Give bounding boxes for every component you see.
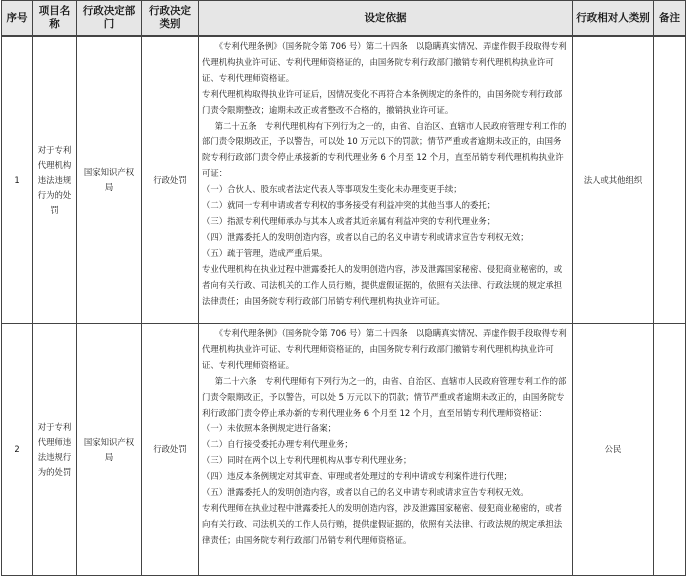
basis-paragraph: （二）就同一专利申请或者专利权的事务接受有利益冲突的其他当事人的委托； — [202, 200, 496, 211]
header-category: 行政决定类别 — [142, 1, 199, 36]
basis-paragraph: （三）指派专利代理师承办与其本人或者其近亲属有利益冲突的专利代理业务； — [202, 215, 496, 226]
table-row — [1, 36, 686, 324]
cell-remark — [654, 37, 686, 324]
basis-paragraph: 专业代理机构在执业过程中泄露委托人的发明创造内容，涉及泄露国家秘密、侵犯商业秘密的，或者向有关行政、司法机关的工作人员行贿，提供虚假证据的，依照有关法律、行政法规的规定承担法律责任；由国务院专利行政部门吊销专利代理机构执业许可证。 — [202, 263, 563, 306]
header-remark: 备注 — [654, 1, 686, 36]
cell-basis — [199, 37, 573, 324]
table-header — [1, 0, 686, 36]
basis-paragraph: （一）合伙人、股东或者法定代表人等事项发生变化未办理变更手续； — [202, 184, 462, 195]
header-item-name: 项目名称 — [33, 1, 77, 36]
cell-remark — [654, 324, 686, 576]
cell-category: 行政处罚 — [142, 37, 199, 324]
cell-item-name: 对于专利代理机构违法违规行为的处罚 — [33, 37, 77, 324]
basis-paragraph: 《专利代理条例》（国务院令第 706 号）第二十四条 以隐瞒真实情况、弄虚作假手段取得专利代理机构执业许可证、专利代理师资格证的，由国务院专利行政部门撤销专利代理机构执业许可证、专利代理师资格证。 — [202, 41, 567, 83]
basis-paragraph: （一）未依照本条例规定进行备案； — [202, 423, 336, 434]
cell-basis — [199, 324, 573, 576]
basis-paragraph: 第二十五条 专利代理机构有下列行为之一的，由省、自治区、直辖市人民政府管理专利工作的部门责令限期改正，予以警告，可以处 10 万元以下的罚款；情节严重或者逾期未改正的，由国务院专利行政部门责令停止承接新的专利代理业务 6 个月至 12 个月，直至吊销专利代理机构执业许可证： — [202, 120, 567, 179]
basis-paragraph: 专利代理机构取得执业许可证后，因情况变化不再符合本条例规定的条件的，由国务院专利行政部门责令限期整改；逾期未改正或者整改不合格的，撤销执业许可证。 — [202, 88, 563, 115]
basis-paragraph: （五）疏于管理，造成严重后果。 — [202, 247, 328, 258]
cell-seq: 1 — [2, 37, 33, 324]
table-row — [1, 323, 686, 576]
basis-paragraph: （三）同时在两个以上专利代理机构从事专利代理业务； — [202, 455, 412, 466]
cell-dept: 国家知识产权局 — [77, 324, 142, 576]
header-dept: 行政决定部门 — [77, 1, 142, 36]
cell-item-name: 对于专利代理师违法违规行为的处罚 — [33, 324, 77, 576]
cell-counterpart: 公民 — [573, 324, 654, 576]
cell-category: 行政处罚 — [142, 324, 199, 576]
header-basis: 设定依据 — [199, 1, 573, 36]
cell-dept: 国家知识产权局 — [77, 37, 142, 324]
basis-paragraph: 第二十六条 专利代理师有下列行为之一的，由省、自治区、直辖市人民政府管理专利工作的部门责令限期改正，予以警告，可以处 5 万元以下的罚款；情节严重或者逾期未改正的，由国务院专利行政部门责令停止承办新的专利代理业务 6 个月至 12 个月，直至吊销专利代理师资格证： — [202, 375, 567, 418]
basis-paragraph: （四）泄露委托人的发明创造内容，或者以自己的名义申请专利或请求宣告专利权无效； — [202, 231, 529, 242]
header-seq: 序号 — [2, 1, 33, 36]
header-counterpart: 行政相对人类别 — [573, 1, 654, 36]
basis-paragraph: 《专利代理条例》（国务院令第 706 号）第二十四条 以隐瞒真实情况、弄虚作假手段取得专利代理机构执业许可证、专利代理师资格证的，由国务院专利行政部门撤销专利代理机构执业许可证、专利代理师资格证。 — [202, 328, 567, 370]
basis-paragraph: （五）泄露委托人的发明创造内容，或者以自己的名义申请专利或请求宣告专利权无效。 — [202, 487, 529, 498]
basis-paragraph: （四）违反本条例规定对其审查、审理或者处理过的专利申请或专利案件进行代理； — [202, 471, 512, 482]
cell-counterpart: 法人或其他组织 — [573, 37, 654, 324]
cell-seq: 2 — [2, 324, 33, 576]
basis-paragraph: 专利代理师在执业过程中泄露委托人的发明创造内容，涉及泄露国家秘密、侵犯商业秘密的，或者向有关行政、司法机关的工作人员行贿，提供虚假证据的，依照有关法律、行政法规的规定承担法律责任；由国务院专利行政部门吊销专利代理师资格证。 — [202, 502, 563, 545]
basis-paragraph: （二）自行接受委托办理专利代理业务； — [202, 439, 353, 450]
